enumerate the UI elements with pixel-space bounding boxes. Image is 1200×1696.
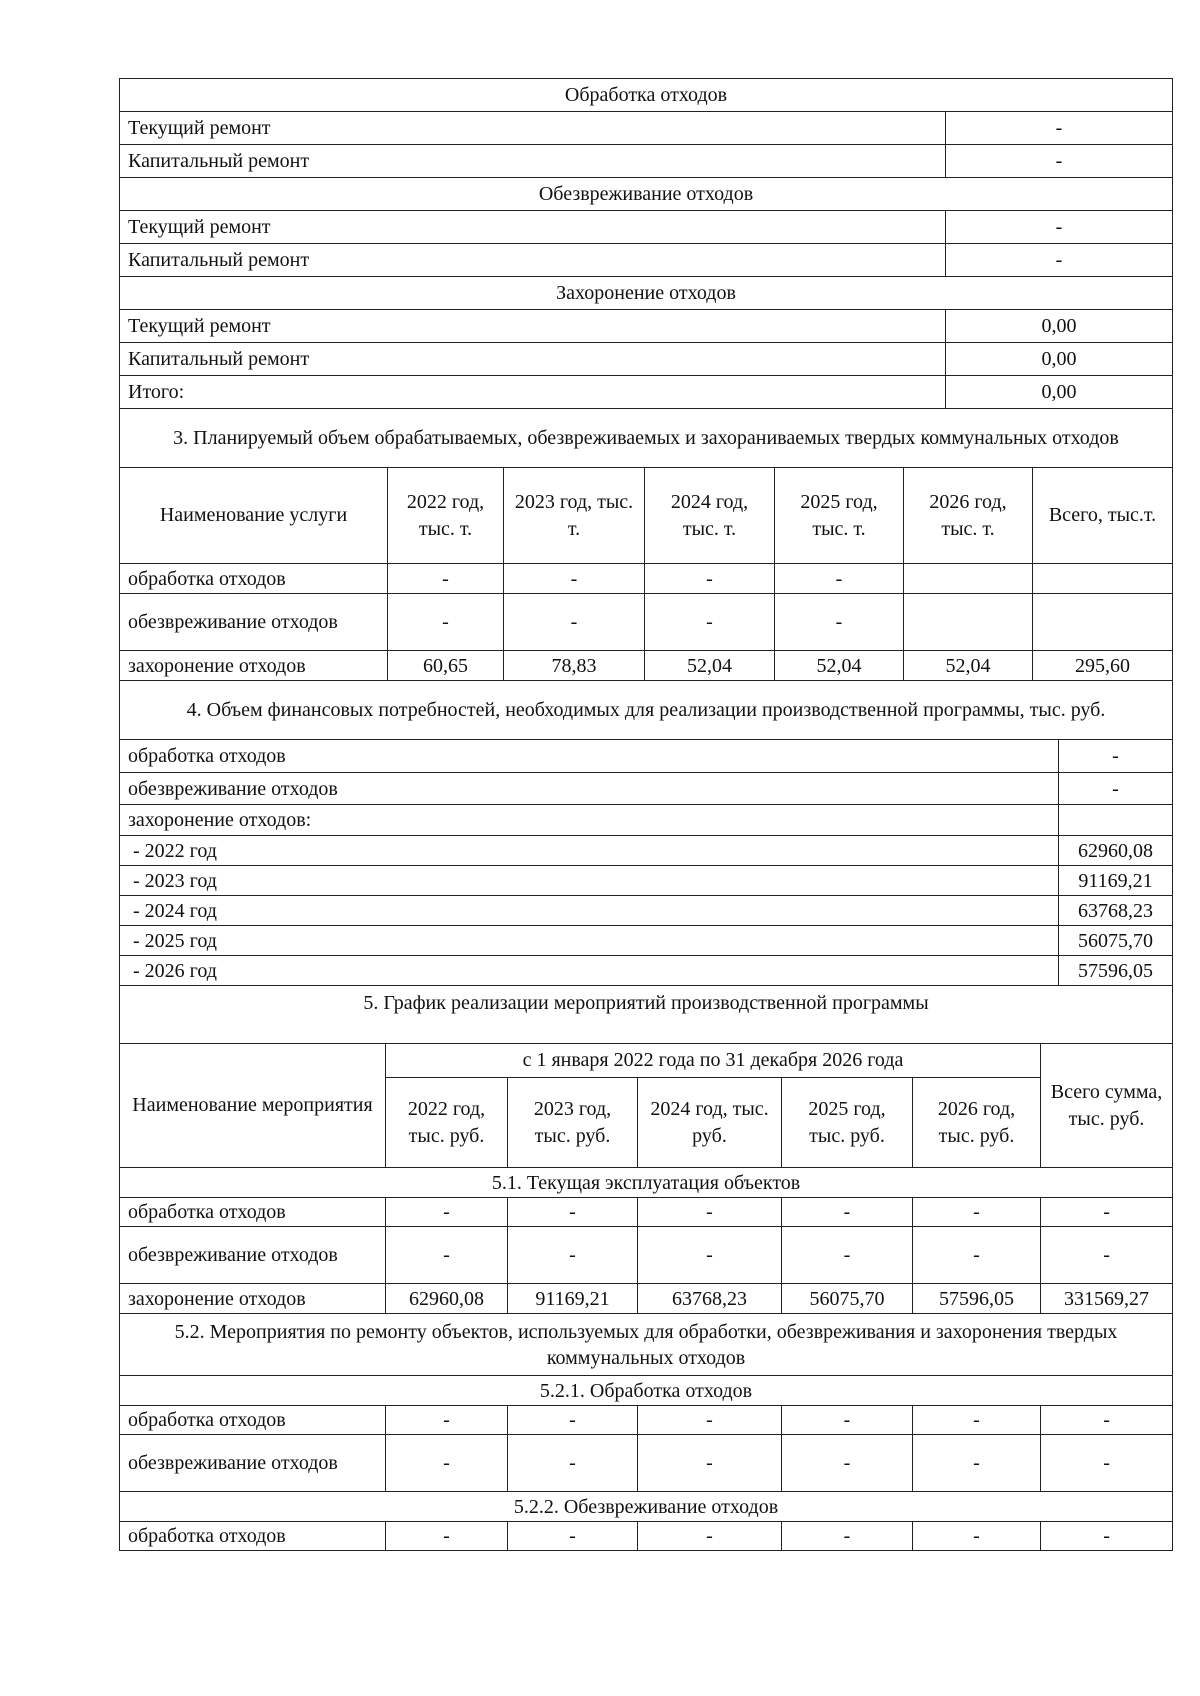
cell-value: 56075,70 xyxy=(782,1284,913,1314)
table-row xyxy=(120,1406,1173,1435)
row-value: 57596,05 xyxy=(1059,956,1173,986)
cell-value: - xyxy=(508,1198,638,1227)
row-value: 0,00 xyxy=(946,343,1173,376)
row-value: - xyxy=(946,211,1173,244)
row-value: - xyxy=(946,244,1173,277)
row-label: Капитальный ремонт xyxy=(120,343,946,376)
cell-value: - xyxy=(386,1435,508,1492)
row-value: 62960,08 xyxy=(1059,836,1173,866)
column-header: 2023 год, тыс. т. xyxy=(504,468,645,564)
cell-value: - xyxy=(1041,1406,1173,1435)
section-title-processing: Обработка отходов xyxy=(120,79,1173,112)
cell-value: - xyxy=(645,564,775,594)
column-header: 2022 год, тыс. т. xyxy=(388,468,504,564)
column-header: 2026 год, тыс. руб. xyxy=(913,1078,1041,1168)
table-row xyxy=(120,211,1173,244)
cell-value: 52,04 xyxy=(645,651,775,681)
cell-value: - xyxy=(782,1435,913,1492)
table-row xyxy=(120,564,1173,594)
cell-value: - xyxy=(913,1198,1041,1227)
row-value: - xyxy=(946,112,1173,145)
table-row xyxy=(120,773,1173,805)
finance-title: 4. Объем финансовых потребностей, необходимых для реализации производственной программы, тыс. руб. xyxy=(120,681,1173,740)
cell-value: - xyxy=(386,1406,508,1435)
column-header: 2025 год, тыс. т. xyxy=(775,468,904,564)
section-title-burial: Захоронение отходов xyxy=(120,277,1173,310)
cell-value: - xyxy=(504,594,645,651)
table-row xyxy=(120,310,1173,343)
row-value: 56075,70 xyxy=(1059,926,1173,956)
cell-value: 91169,21 xyxy=(508,1284,638,1314)
row-label: захоронение отходов xyxy=(120,1284,386,1314)
cell-value xyxy=(1033,564,1173,594)
cell-value: - xyxy=(386,1227,508,1284)
finance-table xyxy=(119,680,1173,986)
cell-value: - xyxy=(386,1522,508,1551)
cell-value: - xyxy=(508,1406,638,1435)
column-header: 2022 год, тыс. руб. xyxy=(386,1078,508,1168)
cell-value: - xyxy=(775,564,904,594)
volume-table xyxy=(119,408,1173,681)
cell-value: - xyxy=(508,1435,638,1492)
row-label: обработка отходов xyxy=(120,1522,386,1551)
row-label: - 2022 год xyxy=(120,836,1059,866)
cell-value xyxy=(1033,594,1173,651)
row-label: Текущий ремонт xyxy=(120,211,946,244)
table-row xyxy=(120,1227,1173,1284)
cell-value: - xyxy=(645,594,775,651)
table-row xyxy=(120,112,1173,145)
schedule-title: 5. График реализации мероприятий производственной программы xyxy=(120,986,1173,1044)
table-row xyxy=(120,145,1173,178)
row-label: - 2026 год xyxy=(120,956,1059,986)
row-label: - 2024 год xyxy=(120,896,1059,926)
column-header: Всего сумма, тыс. руб. xyxy=(1041,1044,1173,1168)
row-label: захоронение отходов xyxy=(120,651,388,681)
column-header: Наименование мероприятия xyxy=(120,1044,386,1168)
column-header: 2025 год, тыс. руб. xyxy=(782,1078,913,1168)
cell-value: - xyxy=(782,1198,913,1227)
cell-value: - xyxy=(913,1435,1041,1492)
cell-value: - xyxy=(1041,1522,1173,1551)
row-label: Текущий ремонт xyxy=(120,310,946,343)
row-label: обработка отходов xyxy=(120,564,388,594)
column-header: Всего, тыс.т. xyxy=(1033,468,1173,564)
column-header: 2023 год, тыс. руб. xyxy=(508,1078,638,1168)
table-row xyxy=(120,1522,1173,1551)
cell-value: 52,04 xyxy=(904,651,1033,681)
table-row xyxy=(120,1435,1173,1492)
cell-value: - xyxy=(913,1406,1041,1435)
cell-value: - xyxy=(388,564,504,594)
cell-value: - xyxy=(638,1435,782,1492)
table-row xyxy=(120,376,1173,409)
cell-value xyxy=(904,564,1033,594)
cell-value xyxy=(904,594,1033,651)
cell-value: 78,83 xyxy=(504,651,645,681)
cell-value: 52,04 xyxy=(775,651,904,681)
cell-value: - xyxy=(1041,1435,1173,1492)
cell-value: - xyxy=(913,1227,1041,1284)
cell-value: - xyxy=(775,594,904,651)
row-label: обработка отходов xyxy=(120,1406,386,1435)
table-row xyxy=(120,740,1173,773)
row-label: обработка отходов xyxy=(120,1198,386,1227)
cell-value: - xyxy=(638,1227,782,1284)
row-value: 91169,21 xyxy=(1059,866,1173,896)
cell-value: - xyxy=(782,1522,913,1551)
document-page xyxy=(119,78,1172,1551)
cell-value: - xyxy=(638,1198,782,1227)
cell-value: - xyxy=(782,1406,913,1435)
table-row xyxy=(120,1198,1173,1227)
cell-value: - xyxy=(638,1406,782,1435)
table-row xyxy=(120,343,1173,376)
cell-value: 60,65 xyxy=(388,651,504,681)
row-label: захоронение отходов: xyxy=(120,805,1059,836)
row-label: - 2023 год xyxy=(120,866,1059,896)
schedule-table xyxy=(119,985,1173,1551)
cell-value: - xyxy=(386,1198,508,1227)
table-row xyxy=(120,926,1173,956)
row-value: 0,00 xyxy=(946,310,1173,343)
cell-value: - xyxy=(1041,1227,1173,1284)
volume-title: 3. Планируемый объем обрабатываемых, обезвреживаемых и захораниваемых твердых коммунальных отходов xyxy=(120,409,1173,468)
cell-value: - xyxy=(638,1522,782,1551)
cell-value: 63768,23 xyxy=(638,1284,782,1314)
table-row xyxy=(120,651,1173,681)
row-label: - 2025 год xyxy=(120,926,1059,956)
column-header: 2024 год, тыс. руб. xyxy=(638,1078,782,1168)
row-label: обезвреживание отходов xyxy=(120,773,1059,805)
cell-value: 57596,05 xyxy=(913,1284,1041,1314)
row-value xyxy=(1059,805,1173,836)
row-label: обработка отходов xyxy=(120,740,1059,773)
table-row xyxy=(120,956,1173,986)
row-value: 63768,23 xyxy=(1059,896,1173,926)
cell-value: - xyxy=(913,1522,1041,1551)
cell-value: - xyxy=(388,594,504,651)
cell-value: 295,60 xyxy=(1033,651,1173,681)
table-row xyxy=(120,594,1173,651)
cell-value: - xyxy=(508,1522,638,1551)
table-row xyxy=(120,866,1173,896)
column-header: 2026 год, тыс. т. xyxy=(904,468,1033,564)
cell-value: - xyxy=(782,1227,913,1284)
cell-value: - xyxy=(508,1227,638,1284)
row-label: Капитальный ремонт xyxy=(120,145,946,178)
row-label: обезвреживание отходов xyxy=(120,1435,386,1492)
table-row xyxy=(120,1284,1173,1314)
repair-table xyxy=(119,78,1173,409)
row-label: Текущий ремонт xyxy=(120,112,946,145)
subsection-title: 5.2.2. Обезвреживание отходов xyxy=(120,1492,1173,1522)
cell-value: - xyxy=(504,564,645,594)
period-header: с 1 января 2022 года по 31 декабря 2026 года xyxy=(386,1044,1041,1078)
row-value: - xyxy=(946,145,1173,178)
table-row xyxy=(120,896,1173,926)
cell-value: - xyxy=(1041,1198,1173,1227)
row-value: - xyxy=(1059,740,1173,773)
subsection-title: 5.2. Мероприятия по ремонту объектов, используемых для обработки, обезвреживания и захоронения твердых коммунальных отходов xyxy=(120,1314,1173,1376)
row-label: Итого: xyxy=(120,376,946,409)
subsection-title: 5.1. Текущая эксплуатация объектов xyxy=(120,1168,1173,1198)
cell-value: 331569,27 xyxy=(1041,1284,1173,1314)
column-header: Наименование услуги xyxy=(120,468,388,564)
table-row xyxy=(120,244,1173,277)
row-label: обезвреживание отходов xyxy=(120,1227,386,1284)
section-title-neutralization: Обезвреживание отходов xyxy=(120,178,1173,211)
row-value: 0,00 xyxy=(946,376,1173,409)
subsection-title: 5.2.1. Обработка отходов xyxy=(120,1376,1173,1406)
table-row xyxy=(120,805,1173,836)
row-label: Капитальный ремонт xyxy=(120,244,946,277)
column-header: 2024 год, тыс. т. xyxy=(645,468,775,564)
row-value: - xyxy=(1059,773,1173,805)
row-label: обезвреживание отходов xyxy=(120,594,388,651)
table-row xyxy=(120,836,1173,866)
cell-value: 62960,08 xyxy=(386,1284,508,1314)
